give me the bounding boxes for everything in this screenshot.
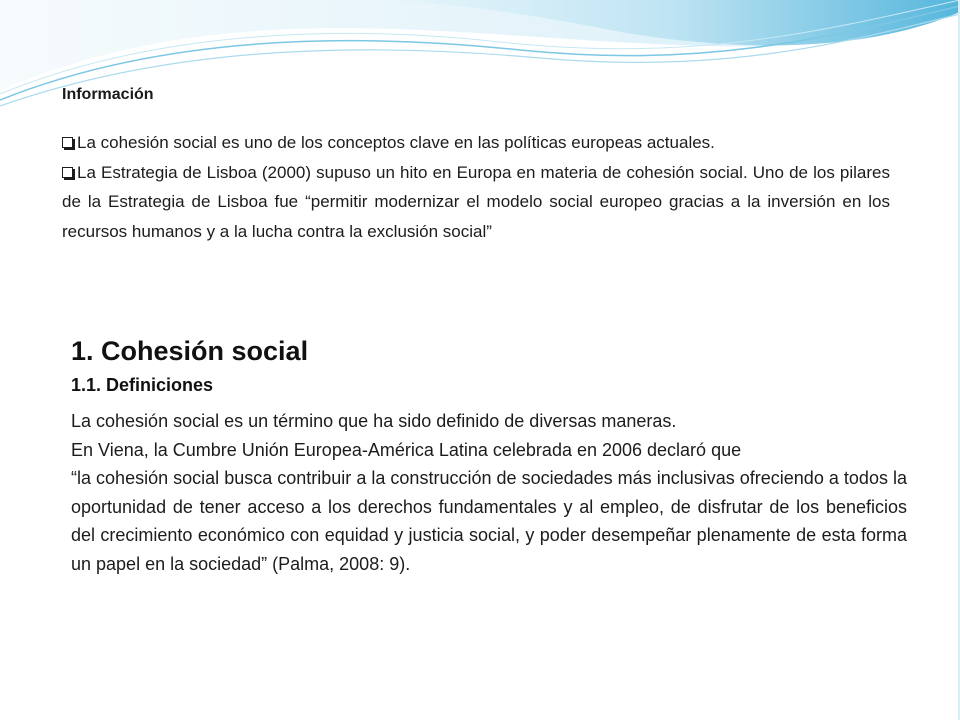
paragraph: En Viena, la Cumbre Unión Europea-América Latina celebrada en 2006 declaró que	[71, 439, 742, 460]
bullet-text: La cohesión social es uno de los conceptos clave en las políticas europeas actuales.	[77, 133, 715, 152]
info-block	[62, 84, 890, 246]
list-item	[62, 128, 890, 158]
checkbox-bullet-icon	[62, 167, 73, 178]
paragraph: La cohesión social es un término que ha sido definido de diversas maneras.	[71, 411, 677, 431]
bullet-text: La Estrategia de Lisboa (2000) supuso un hito en Europa en materia de cohesión social. Uno de los pilares de la Estrategia de Lisboa fue “permitir modernizar el modelo social europeo gracias a la inversión en los recursos humanos y a la lucha contra la exclusión social”	[62, 162, 890, 241]
subsection-title: 1.1. Definiciones	[71, 375, 214, 395]
checkbox-bullet-icon	[62, 137, 73, 148]
info-heading: Información	[62, 86, 154, 103]
paragraph: “la cohesión social busca contribuir a la construcción de sociedades más inclusivas ofreciendo a todos la oportunidad de tener acceso a los derechos fundamentales y al empleo, de disfrutar de los beneficios del crecimiento económico con equidad y justicia social, y poder desempeñar plenamente de esta forma un papel en la sociedad” (Palma, 2008: 9).	[71, 468, 907, 574]
section-block	[71, 334, 907, 578]
list-item	[62, 158, 890, 247]
section-title: 1. Cohesión social	[71, 336, 309, 366]
bullet-list	[62, 128, 890, 246]
